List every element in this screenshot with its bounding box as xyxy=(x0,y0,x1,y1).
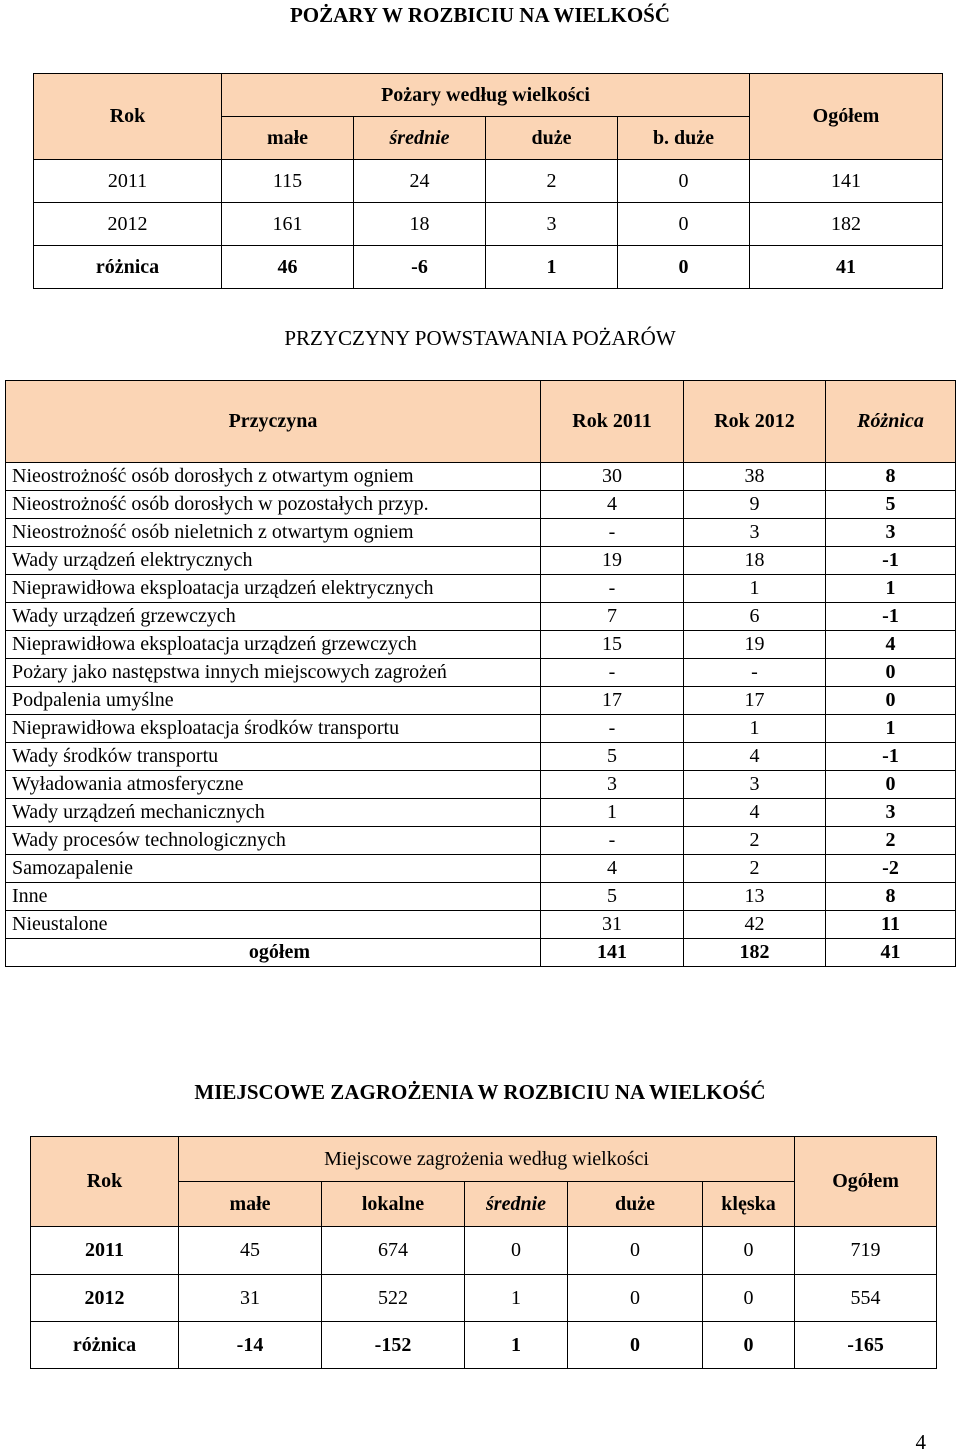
table-row xyxy=(6,715,956,743)
cause-cell: Nieprawidłowa eksploatacja urządzeń elektrycznych xyxy=(6,575,541,603)
header-size-srednie: średnie xyxy=(354,117,486,160)
header-size-b-duze: b. duże xyxy=(618,117,750,160)
year-2011-cell: 31 xyxy=(541,911,684,939)
cell: 0 xyxy=(568,1227,703,1275)
year-2011-cell: - xyxy=(541,659,684,687)
year-2011-cell: 15 xyxy=(541,631,684,659)
fires-by-size-table xyxy=(33,73,943,289)
year-2011-cell: - xyxy=(541,519,684,547)
cell: 0 xyxy=(618,160,750,203)
row-label: 2012 xyxy=(31,1275,179,1322)
header-2011: Rok 2011 xyxy=(541,381,684,463)
header-size-male: małe xyxy=(222,117,354,160)
header-size-kleska: klęska xyxy=(703,1182,795,1227)
year-2012-cell: 38 xyxy=(684,463,826,491)
row-label: 2011 xyxy=(34,160,222,203)
difference-cell: 5 xyxy=(826,491,956,519)
total-label: ogółem xyxy=(6,939,541,967)
year-2012-cell: 19 xyxy=(684,631,826,659)
cause-cell: Nieostrożność osób dorosłych w pozostałych przyp. xyxy=(6,491,541,519)
table-row xyxy=(31,1227,937,1275)
cell: 46 xyxy=(222,246,354,289)
year-2012-cell: 1 xyxy=(684,575,826,603)
cause-cell: Wady urządzeń elektrycznych xyxy=(6,547,541,575)
header-group: Pożary według wielkości xyxy=(222,74,750,117)
difference-cell: 1 xyxy=(826,715,956,743)
year-2011-cell: - xyxy=(541,715,684,743)
header-total: Ogółem xyxy=(795,1137,937,1227)
fire-causes-title: PRZYCZYNY POWSTAWANIA POŻARÓW xyxy=(284,326,676,350)
cell: 41 xyxy=(750,246,943,289)
cause-cell: Wady urządzeń grzewczych xyxy=(6,603,541,631)
year-2012-cell: 6 xyxy=(684,603,826,631)
year-2011-cell: 5 xyxy=(541,743,684,771)
year-2012-cell: 2 xyxy=(684,855,826,883)
difference-cell: 1 xyxy=(826,575,956,603)
year-2011-cell: - xyxy=(541,575,684,603)
header-size-lokalne: lokalne xyxy=(322,1182,465,1227)
cell: -152 xyxy=(322,1322,465,1369)
total-2012: 182 xyxy=(684,939,826,967)
cell: 719 xyxy=(795,1227,937,1275)
cause-cell: Podpalenia umyślne xyxy=(6,687,541,715)
table-row xyxy=(34,160,943,203)
difference-cell: 0 xyxy=(826,687,956,715)
cell: 182 xyxy=(750,203,943,246)
cell: 0 xyxy=(568,1322,703,1369)
year-2012-cell: 3 xyxy=(684,771,826,799)
table-row xyxy=(6,491,956,519)
cell: -165 xyxy=(795,1322,937,1369)
year-2011-cell: 4 xyxy=(541,491,684,519)
cell: 2 xyxy=(486,160,618,203)
table-row xyxy=(6,547,956,575)
year-2012-cell: 1 xyxy=(684,715,826,743)
local-threats-title: MIEJSCOWE ZAGROŻENIA W ROZBICIU NA WIELKOŚĆ xyxy=(194,1080,766,1104)
year-2011-cell: - xyxy=(541,827,684,855)
cause-cell: Samozapalenie xyxy=(6,855,541,883)
header-size-duze: duże xyxy=(486,117,618,160)
cell: -14 xyxy=(179,1322,322,1369)
table-row xyxy=(6,631,956,659)
year-2012-cell: 13 xyxy=(684,883,826,911)
year-2012-cell: 2 xyxy=(684,827,826,855)
difference-cell: 4 xyxy=(826,631,956,659)
header-size-duze: duże xyxy=(568,1182,703,1227)
cause-cell: Nieostrożność osób dorosłych z otwartym ogniem xyxy=(6,463,541,491)
header-rok: Rok xyxy=(34,74,222,160)
total-2011: 141 xyxy=(541,939,684,967)
cell: 0 xyxy=(703,1275,795,1322)
cause-cell: Wyładowania atmosferyczne xyxy=(6,771,541,799)
header-diff: Różnica xyxy=(826,381,956,463)
difference-cell: -1 xyxy=(826,547,956,575)
difference-cell: 11 xyxy=(826,911,956,939)
difference-cell: 8 xyxy=(826,883,956,911)
cell: 161 xyxy=(222,203,354,246)
table-row xyxy=(6,827,956,855)
table-row xyxy=(6,883,956,911)
difference-cell: 2 xyxy=(826,827,956,855)
difference-cell: 0 xyxy=(826,771,956,799)
row-label: 2011 xyxy=(31,1227,179,1275)
year-2012-cell: 4 xyxy=(684,743,826,771)
cell: 0 xyxy=(465,1227,568,1275)
cell: 0 xyxy=(618,246,750,289)
cell: 1 xyxy=(465,1275,568,1322)
header-total: Ogółem xyxy=(750,74,943,160)
year-2011-cell: 4 xyxy=(541,855,684,883)
difference-cell: 0 xyxy=(826,659,956,687)
cell: 522 xyxy=(322,1275,465,1322)
cell: 1 xyxy=(465,1322,568,1369)
table-row xyxy=(31,1322,937,1369)
year-2012-cell: 3 xyxy=(684,519,826,547)
year-2012-cell: 18 xyxy=(684,547,826,575)
year-2011-cell: 30 xyxy=(541,463,684,491)
page-number: 4 xyxy=(915,1430,926,1454)
cause-cell: Wady urządzeń mechanicznych xyxy=(6,799,541,827)
difference-cell: 3 xyxy=(826,519,956,547)
table-row xyxy=(6,911,956,939)
table-row xyxy=(6,603,956,631)
cell: 1 xyxy=(486,246,618,289)
cause-cell: Nieprawidłowa eksploatacja środków transportu xyxy=(6,715,541,743)
cell: 554 xyxy=(795,1275,937,1322)
cell: 31 xyxy=(179,1275,322,1322)
cell: 115 xyxy=(222,160,354,203)
cell: 0 xyxy=(703,1227,795,1275)
cell: -6 xyxy=(354,246,486,289)
cause-cell: Wady procesów technologicznych xyxy=(6,827,541,855)
cell: 141 xyxy=(750,160,943,203)
difference-cell: -2 xyxy=(826,855,956,883)
cell: 674 xyxy=(322,1227,465,1275)
cause-cell: Nieprawidłowa eksploatacja urządzeń grzewczych xyxy=(6,631,541,659)
cell: 18 xyxy=(354,203,486,246)
fire-causes-table xyxy=(5,380,956,967)
difference-cell: 3 xyxy=(826,799,956,827)
cause-cell: Inne xyxy=(6,883,541,911)
header-2012: Rok 2012 xyxy=(684,381,826,463)
total-diff: 41 xyxy=(826,939,956,967)
cell: 3 xyxy=(486,203,618,246)
year-2011-cell: 1 xyxy=(541,799,684,827)
cell: 0 xyxy=(568,1275,703,1322)
year-2012-cell: 4 xyxy=(684,799,826,827)
year-2012-cell: - xyxy=(684,659,826,687)
cause-cell: Nieostrożność osób nieletnich z otwartym ogniem xyxy=(6,519,541,547)
table-row xyxy=(6,687,956,715)
table-row xyxy=(6,799,956,827)
year-2012-cell: 9 xyxy=(684,491,826,519)
table-row xyxy=(34,203,943,246)
year-2011-cell: 3 xyxy=(541,771,684,799)
year-2012-cell: 17 xyxy=(684,687,826,715)
year-2011-cell: 19 xyxy=(541,547,684,575)
table-row xyxy=(6,659,956,687)
header-group: Miejscowe zagrożenia według wielkości xyxy=(179,1137,795,1182)
year-2011-cell: 17 xyxy=(541,687,684,715)
difference-cell: -1 xyxy=(826,603,956,631)
difference-cell: -1 xyxy=(826,743,956,771)
year-2011-cell: 5 xyxy=(541,883,684,911)
table-row xyxy=(6,743,956,771)
table-row xyxy=(6,519,956,547)
cell: 45 xyxy=(179,1227,322,1275)
cause-cell: Wady środków transportu xyxy=(6,743,541,771)
local-threats-table xyxy=(30,1136,937,1369)
table-row xyxy=(6,855,956,883)
header-rok: Rok xyxy=(31,1137,179,1227)
header-cause: Przyczyna xyxy=(6,381,541,463)
year-2011-cell: 7 xyxy=(541,603,684,631)
fires-by-size-title: POŻARY W ROZBICIU NA WIELKOŚĆ xyxy=(289,3,671,27)
year-2012-cell: 42 xyxy=(684,911,826,939)
table-row xyxy=(31,1275,937,1322)
cell: 0 xyxy=(618,203,750,246)
table-row xyxy=(6,575,956,603)
table-row xyxy=(6,771,956,799)
difference-cell: 8 xyxy=(826,463,956,491)
row-label: różnica xyxy=(31,1322,179,1369)
table-row xyxy=(6,463,956,491)
cause-cell: Pożary jako następstwa innych miejscowych zagrożeń xyxy=(6,659,541,687)
cause-cell: Nieustalone xyxy=(6,911,541,939)
row-label: różnica xyxy=(34,246,222,289)
cell: 0 xyxy=(703,1322,795,1369)
table-row xyxy=(34,246,943,289)
header-size-srednie: średnie xyxy=(465,1182,568,1227)
row-label: 2012 xyxy=(34,203,222,246)
header-size-male: małe xyxy=(179,1182,322,1227)
cell: 24 xyxy=(354,160,486,203)
